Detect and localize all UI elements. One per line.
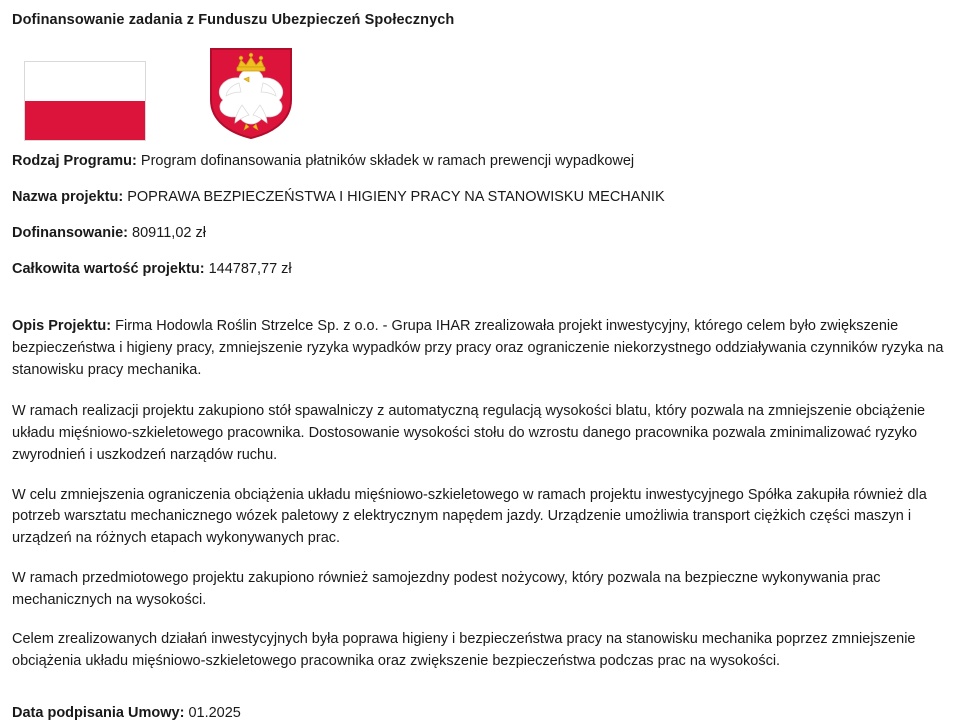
page-title: Dofinansowanie zadania z Funduszu Ubezpieczeń Społecznych <box>12 12 455 28</box>
field-label: Nazwa projektu: <box>12 189 124 206</box>
description-paragraph-1 <box>12 316 948 381</box>
signing-date-label: Data podpisania Umowy: <box>12 704 185 721</box>
flag-red-stripe <box>25 101 145 140</box>
field-label: Dofinansowanie: <box>12 225 129 242</box>
description-paragraph-4: W ramach przedmiotowego projektu zakupiono również samojezdny podest nożycowy, który pozwala na bezpieczne wykonywania prac mechanicznych na wysokości. <box>12 569 881 608</box>
emblem-row <box>24 45 948 141</box>
field-project-name <box>12 187 948 208</box>
field-value: Program dofinansowania płatników składek w ramach prewencji wypadkowej <box>140 153 635 170</box>
field-program-type <box>12 151 948 172</box>
polish-flag <box>24 61 146 141</box>
description-paragraph-5: Celem zrealizowanych działań inwestycyjnych była poprawa higieny i bezpieczeństwa pracy na stanowisku mechanika poprzez zmniejszenie obciążenia układu mięśniowo-szkieletowego pracownika oraz zwiększenie bezpieczeństwa podczas prac na wysokości. <box>12 631 916 670</box>
field-label: Rodzaj Programu: <box>12 153 137 170</box>
field-total-value <box>12 259 948 280</box>
description-paragraph-3: W celu zmniejszenia ograniczenia obciążenia układu mięśniowo-szkieletowego w ramach projektu inwestycyjnego Spółka zakupiła również dla potrzeb warsztatu mechanicznego wózek paletowy z elektrycznym napędem jazdy. Urządzenie umożliwia transport ciężkich części maszyn i urządzeń na różnych etapach wykonywanych prac. <box>12 486 927 547</box>
field-value: 144787,77 zł <box>208 261 292 278</box>
description-paragraph-2: W ramach realizacji projektu zakupiono stół spawalniczy z automatyczną regulacją wysokości blatu, który pozwala na zmniejszenie obciążenie układu mięśniowo-szkieletowego pracownika. Dostosowanie wysokości stołu do wzrostu danego pracownika pozwala zminimalizować ryzyko zwyrodnień i uszkodzeń narządów ruchu. <box>12 403 926 463</box>
field-value: 80911,02 zł <box>132 225 206 242</box>
flag-white-stripe <box>25 62 145 101</box>
description-label: Opis Projektu: <box>12 318 112 335</box>
description-text: Firma Hodowla Roślin Strzelce Sp. z o.o. - Grupa IHAR zrealizowała projekt inwestycyjny, którego celem było zwiększenie bezpieczeństwa i higieny pracy, zmniejszenie ryzyka wypadków przy pracy oraz ograniczenie niekorzystnego oddziaływania czynników ryzyka na stanowisku pracy mechanika. <box>12 318 944 378</box>
signing-date-value: 01.2025 <box>188 704 241 721</box>
field-label: Całkowita wartość projektu: <box>12 261 205 278</box>
polish-coat-of-arms <box>208 45 294 141</box>
field-value: POPRAWA BEZPIECZEŃSTWA I HIGIENY PRACY NA STANOWISKU MECHANIK <box>127 189 665 206</box>
contract-signing-date <box>12 703 948 724</box>
project-fields <box>12 151 948 280</box>
field-funding-amount <box>12 223 948 244</box>
project-description <box>12 316 948 673</box>
